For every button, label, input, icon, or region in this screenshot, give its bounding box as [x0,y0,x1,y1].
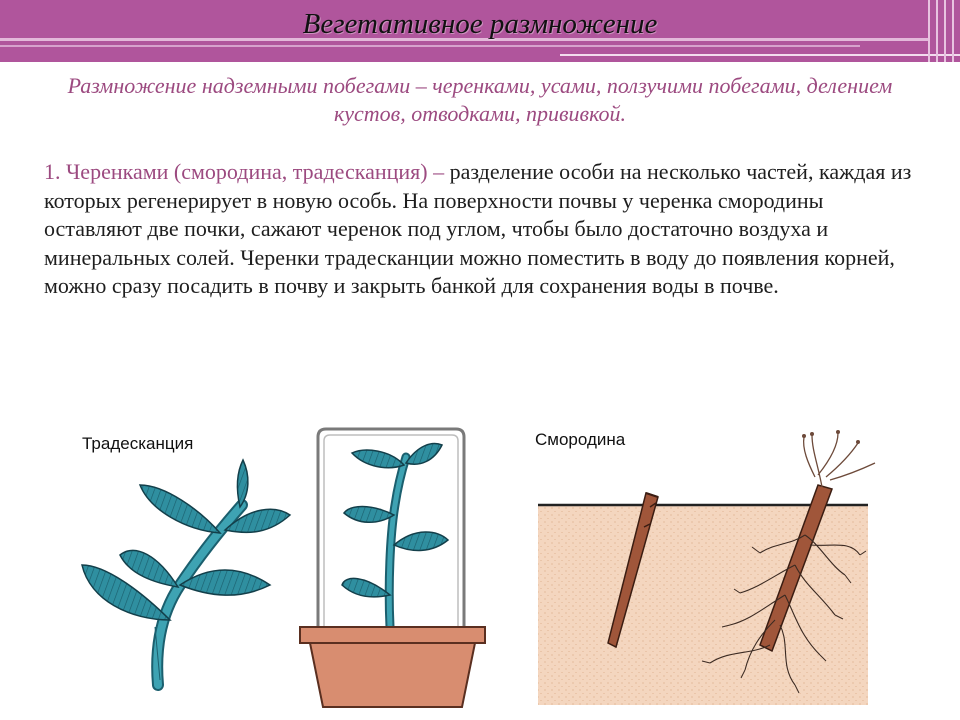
currant-soil-scene [538,430,875,705]
illustration-svg [60,415,900,715]
header-stripe [0,45,860,47]
label-currant: Смородина [535,430,626,449]
tradescantia-cutting [82,460,290,685]
illustration [60,415,900,715]
potted-cutting-under-jar [300,429,485,707]
body-paragraph [44,158,924,301]
paragraph-text: разделение особи на несколько частей, каждая из которых регенерирует в новую особь. На поверхности почвы у черенка смородины оставляют две почки, сажают черенок под углом, чтобы было достаточно воздуха и минеральных солей. Черенки традесканции можно поместить в воду до появления корней, можно сразу посадить в почву и закрыть банкой для сохранения воды в почве. [44,159,912,299]
paragraph-lead: Черенками (смородина, традесканция) – [60,159,450,184]
header-stripe [560,54,960,56]
slide-subtitle: Размножение надземными побегами – черенками, усами, ползучими побегами, делением кустов, отводками, прививкой. [67,73,893,126]
paragraph-number: 1. [44,159,61,184]
slide-title: Вегетативное размножение [302,8,658,40]
label-tradescantia: Традесканция [82,434,194,453]
